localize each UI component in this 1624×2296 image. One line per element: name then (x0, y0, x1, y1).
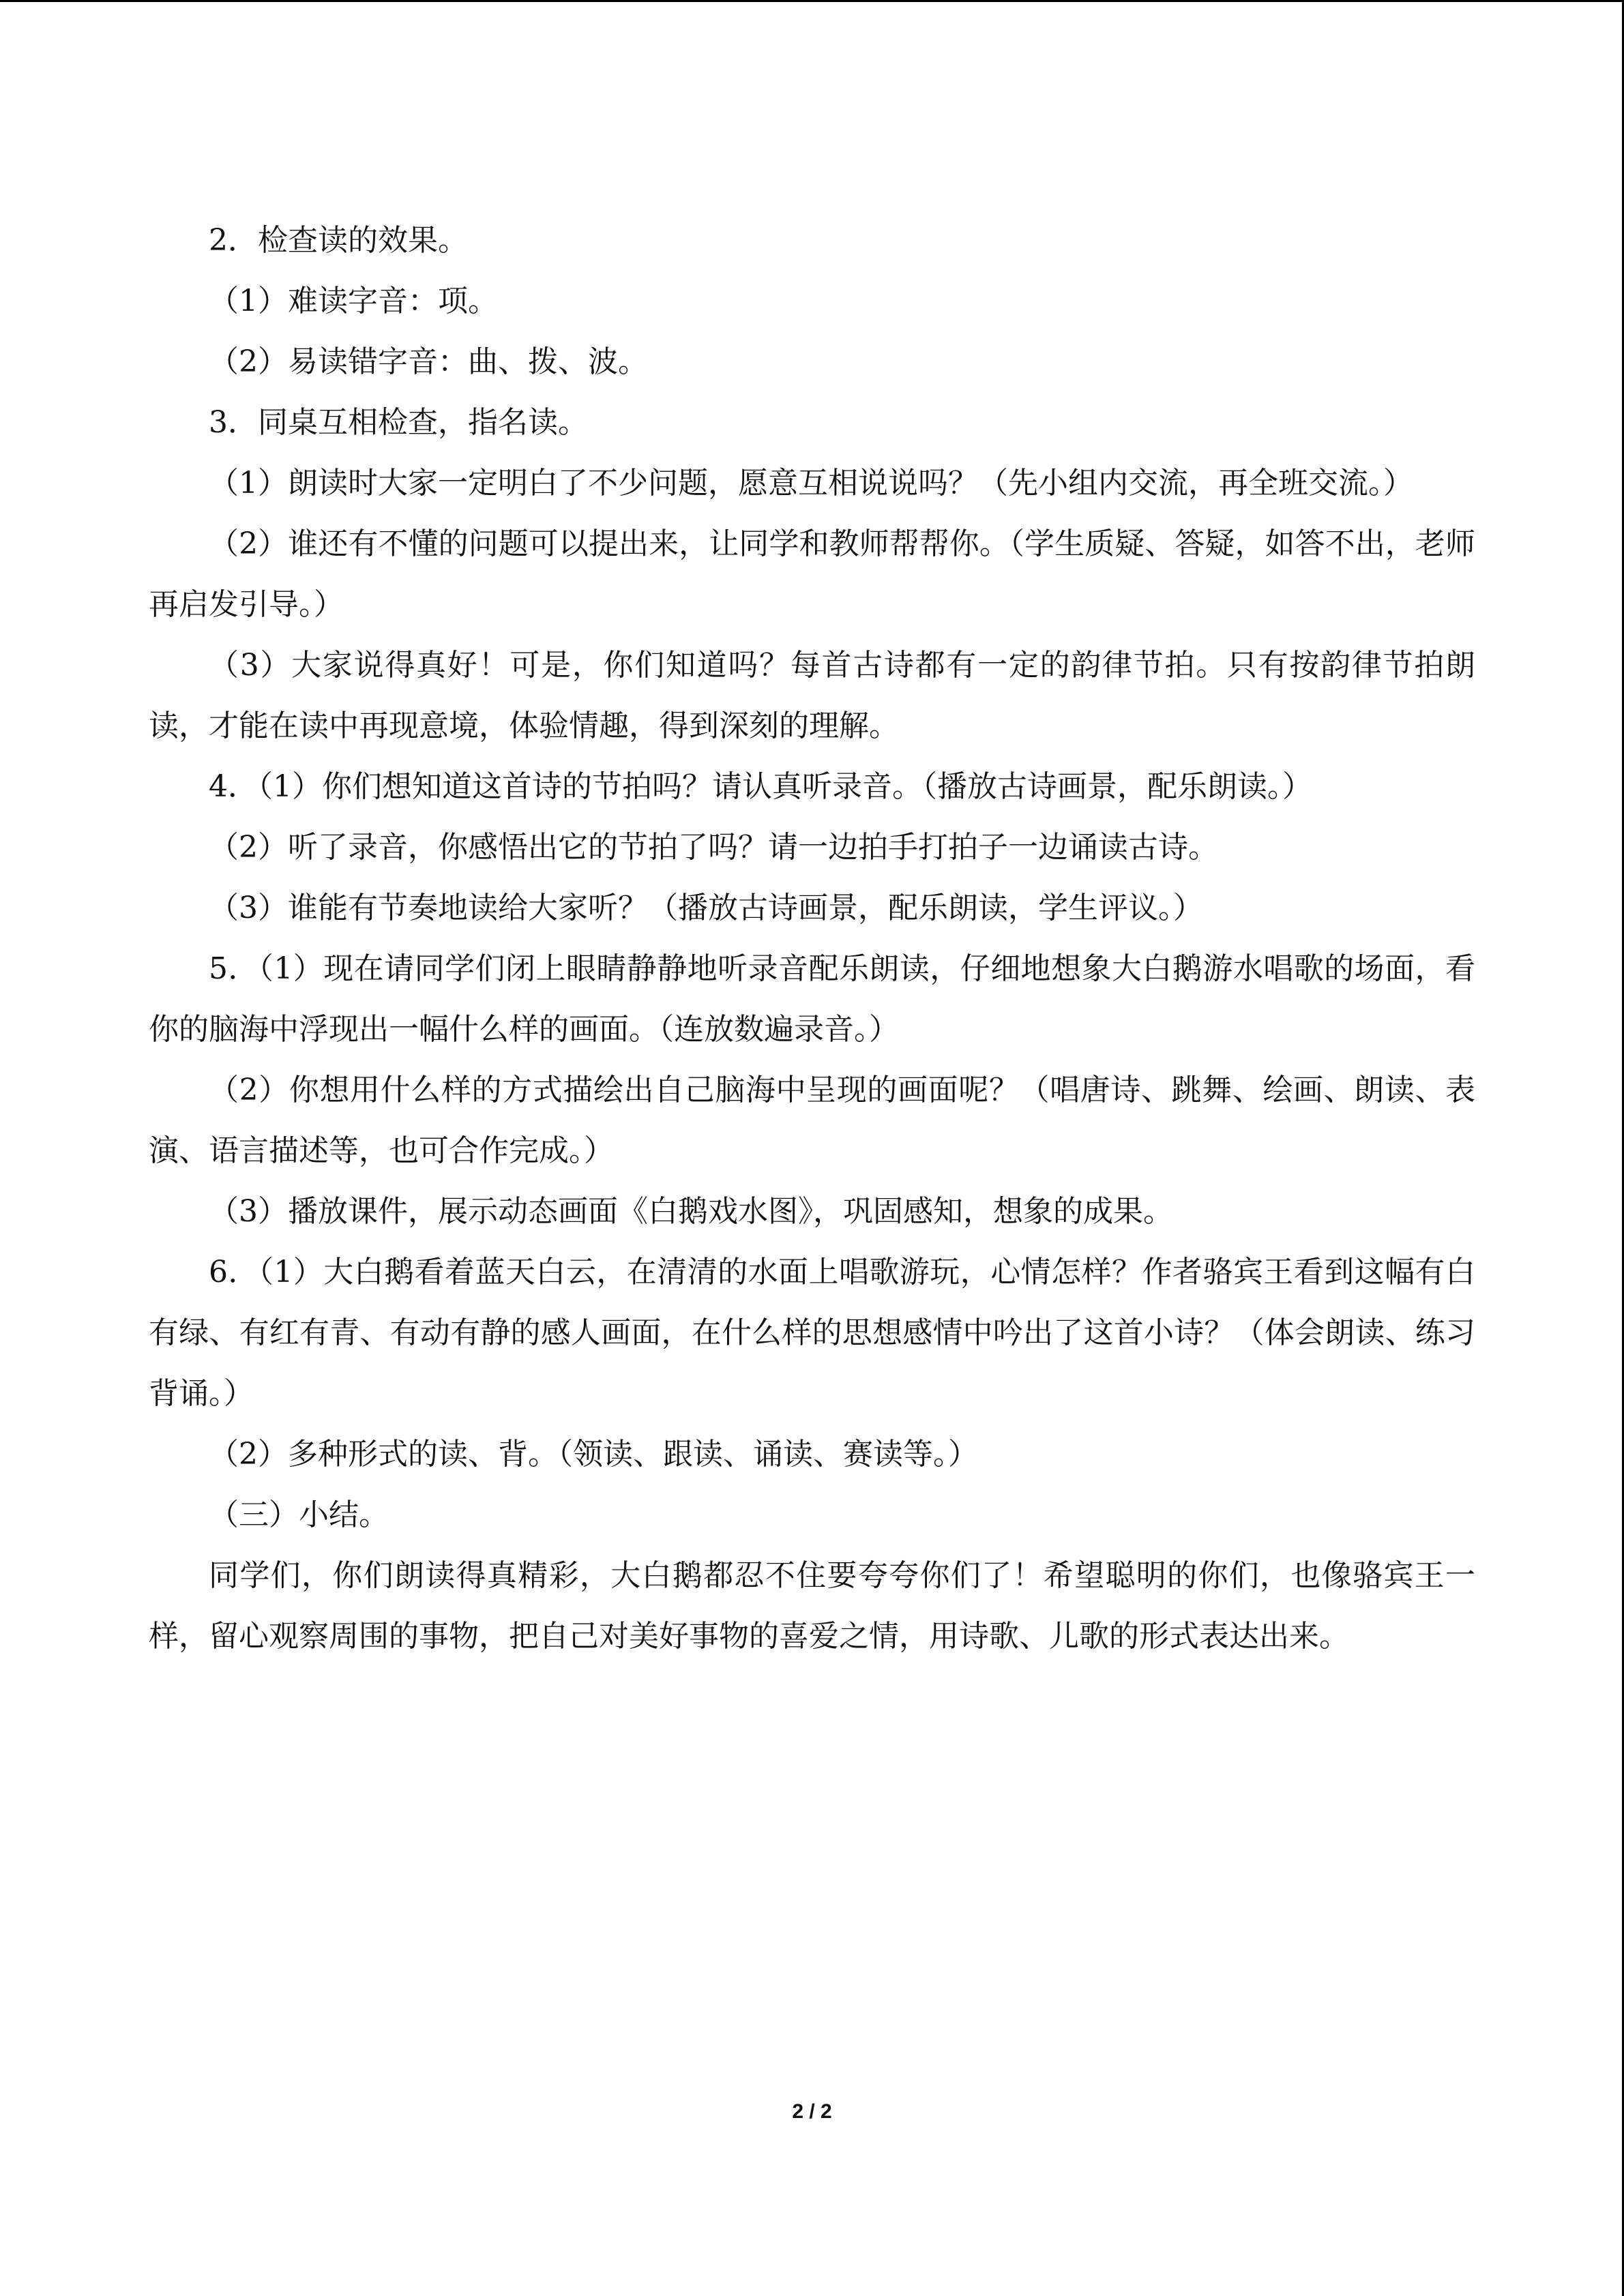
top-border-line (0, 0, 1624, 2)
paragraph: （3）播放课件，展示动态画面《白鹅戏水图》，巩固感知，想象的成果。 (209, 1194, 1173, 1229)
paragraph: （2）多种形式的读、背。（领读、跟读、诵读、赛读等。） (209, 1437, 978, 1472)
paragraph: 3．同桌互相检查，指名读。 (209, 405, 588, 440)
paragraph: （3）谁能有节奏地读给大家听？（播放古诗画景，配乐朗读，学生评议。） (209, 891, 1203, 925)
document-body (149, 210, 1475, 1667)
paragraph: （三）小结。 (209, 1497, 389, 1532)
paragraph: 5．（1）现在请同学们闭上眼睛静静地听录音配乐朗读，仔细地想象大白鹅游水唱歌的场面，看你的脑海中浮现出一幅什么样的画面。（连放数遍录音。） (149, 951, 1475, 1047)
page-number: 2 / 2 (792, 2100, 832, 2123)
paragraph: （3）大家说得真好！可是，你们知道吗？每首古诗都有一定的韵律节拍。只有按韵律节拍朗读，才能在读中再现意境，体验情趣，得到深刻的理解。 (149, 648, 1475, 743)
paragraph: （1）朗读时大家一定明白了不少问题，愿意互相说说吗？（先小组内交流，再全班交流。） (209, 466, 1413, 501)
paragraph: （2）谁还有不懂的问题可以提出来，让同学和教师帮帮你。（学生质疑、答疑，如答不出，老师再启发引导。） (149, 526, 1475, 622)
paragraph: （2）你想用什么样的方式描绘出自己脑海中呈现的画面呢？（唱唐诗、跳舞、绘画、朗读、表演、语言描述等，也可合作完成。） (149, 1073, 1475, 1168)
paragraph: 2．检查读的效果。 (209, 223, 468, 258)
paragraph: （2）听了录音，你感悟出它的节拍了吗？请一边拍手打拍子一边诵读古诗。 (209, 830, 1218, 865)
paragraph: 4．（1）你们想知道这首诗的节拍吗？请认真听录音。（播放古诗画景，配乐朗读。） (209, 769, 1312, 804)
paragraph: 6．（1）大白鹅看着蓝天白云，在清清的水面上唱歌游玩，心情怎样？作者骆宾王看到这幅有白有绿、有红有青、有动有静的感人画面，在什么样的思想感情中吟出了这首小诗？（体会朗读、练习背诵。） (149, 1255, 1475, 1411)
paragraph: （2）易读错字音：曲、拨、波。 (209, 344, 648, 379)
paragraph: 同学们，你们朗读得真精彩，大白鹅都忍不住要夸夸你们了！希望聪明的你们，也像骆宾王一样，留心观察周围的事物，把自己对美好事物的喜爱之情，用诗歌、儿歌的形式表达出来。 (149, 1558, 1475, 1654)
paragraph: （1）难读字音：项。 (209, 284, 498, 318)
